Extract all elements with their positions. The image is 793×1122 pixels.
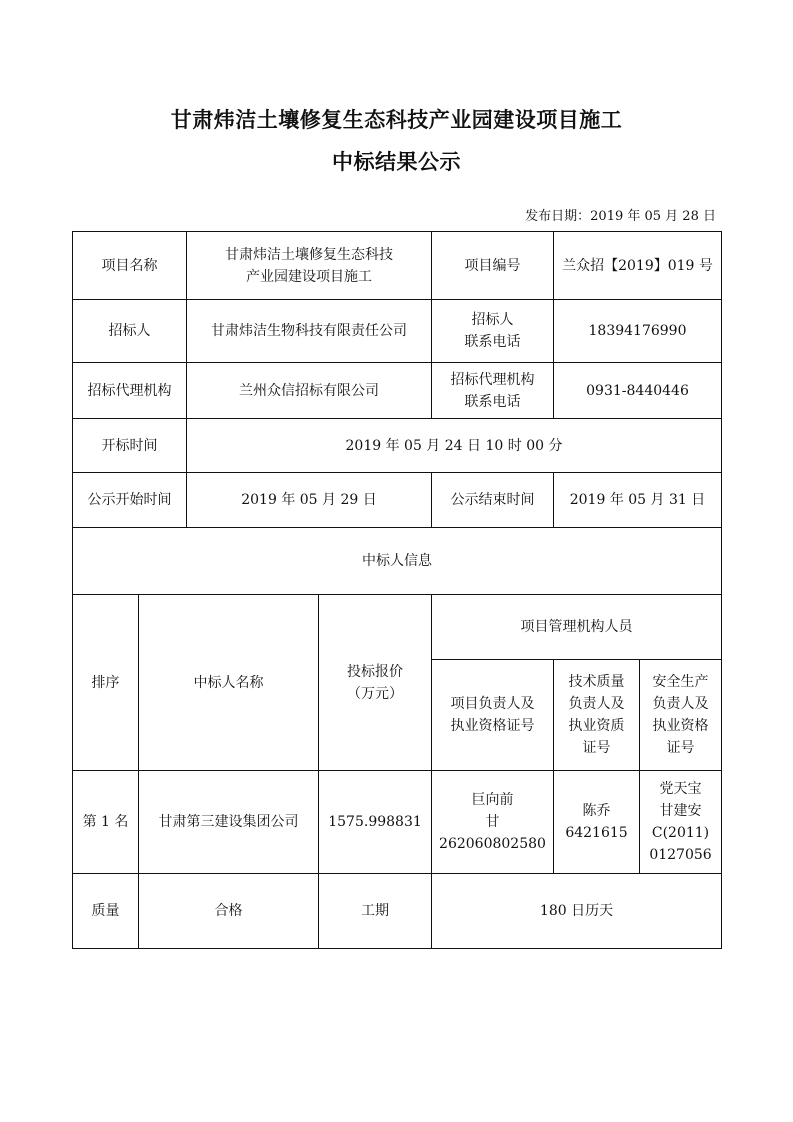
winner-price: 1575.998831 <box>319 771 432 874</box>
agency-row <box>73 363 722 419</box>
col-price-header <box>319 595 432 771</box>
quality-value: 合格 <box>139 874 319 949</box>
winner-heading-row <box>73 528 722 595</box>
open-time-value: 2019 年 05 月 24 日 10 时 00 分 <box>187 419 722 473</box>
col-tech-header-line-2: 负责人及 <box>568 696 625 712</box>
col-pm-header-line-2: 执业资格证号 <box>450 718 535 734</box>
col-pm-header-line-1: 项目负责人及 <box>450 696 535 712</box>
winner-safe-line-1: 党天宝 <box>659 781 702 797</box>
winner-safe-line-4: 0127056 <box>649 847 712 863</box>
col-tech-header-line-4: 证号 <box>582 740 611 756</box>
winner-rank: 第 1 名 <box>73 771 139 874</box>
project-name-label: 项目名称 <box>73 232 187 300</box>
winner-safe-line-2: 甘建安 <box>659 803 702 819</box>
project-name-value <box>187 232 432 300</box>
document-title-line-2: 中标结果公示 <box>332 150 461 174</box>
agency-contact-label <box>432 363 554 419</box>
publish-date: 发布日期：2019 年 05 月 28 日 <box>525 209 716 224</box>
tenderer-contact-label <box>432 300 554 363</box>
tenderer-label: 招标人 <box>73 300 187 363</box>
project-name-line-2: 产业园建设项目施工 <box>246 268 372 285</box>
tenderer-contact-label-line-1: 招标人 <box>471 312 514 328</box>
col-price-header-line-1: 投标报价 <box>347 663 403 680</box>
project-no-value: 兰众招【2019】019 号 <box>554 232 722 300</box>
winner-safe-line-3: C(2011) <box>651 825 710 841</box>
quality-label: 质量 <box>73 874 139 949</box>
tenderer-contact-label-line-2: 联系电话 <box>464 334 521 350</box>
col-pm-header <box>432 660 554 771</box>
open-time-row <box>73 419 722 473</box>
notice-period-row <box>73 473 722 528</box>
winner-name: 甘肃第三建设集团公司 <box>139 771 319 874</box>
document-title-line-1: 甘肃炜洁土壤修复生态科技产业园建设项目施工 <box>170 108 623 132</box>
col-safe-header-line-2: 负责人及 <box>652 696 709 712</box>
col-tech-header <box>554 660 640 771</box>
notice-start-label: 公示开始时间 <box>73 473 187 528</box>
winner-safe <box>640 771 722 874</box>
winner-header-row-1 <box>73 595 722 660</box>
winner-row <box>73 771 722 874</box>
winner-tech-line-1: 陈乔 <box>582 803 611 819</box>
col-mgmt-header: 项目管理机构人员 <box>432 595 722 660</box>
agency-contact-label-line-1: 招标代理机构 <box>450 371 535 388</box>
tenderer-phone: 18394176990 <box>554 300 722 363</box>
notice-end-value: 2019 年 05 月 31 日 <box>554 473 722 528</box>
col-safe-header-line-3: 执业资格 <box>652 718 709 734</box>
project-no-label: 项目编号 <box>432 232 554 300</box>
col-rank-header: 排序 <box>73 595 139 771</box>
winner-section-heading: 中标人信息 <box>73 528 722 595</box>
winner-pm-line-2: 甘262060802580 <box>439 814 546 852</box>
agency-phone: 0931-8440446 <box>554 363 722 419</box>
col-name-header: 中标人名称 <box>139 595 319 771</box>
winner-tech-line-2: 6421615 <box>565 825 628 841</box>
tenderer-row <box>73 300 722 363</box>
notice-end-label: 公示结束时间 <box>432 473 554 528</box>
winner-pm <box>432 771 554 874</box>
period-value: 180 日历天 <box>432 874 722 949</box>
tenderer-value: 甘肃炜洁生物科技有限责任公司 <box>187 300 432 363</box>
period-label: 工期 <box>319 874 432 949</box>
notice-start-value: 2019 年 05 月 29 日 <box>187 473 432 528</box>
project-name-line-1: 甘肃炜洁土壤修复生态科技 <box>225 246 393 263</box>
agency-label: 招标代理机构 <box>73 363 187 419</box>
winner-tech <box>554 771 640 874</box>
col-price-header-line-2: （万元） <box>347 685 403 702</box>
quality-period-row <box>73 874 722 949</box>
agency-contact-label-line-2: 联系电话 <box>464 393 521 410</box>
agency-value: 兰州众信招标有限公司 <box>187 363 432 419</box>
project-name-row <box>73 232 722 300</box>
col-tech-header-line-3: 执业资质 <box>568 718 625 734</box>
bid-result-table <box>72 231 722 949</box>
winner-pm-line-1: 巨向前 <box>471 792 514 808</box>
col-safe-header <box>640 660 722 771</box>
open-time-label: 开标时间 <box>73 419 187 473</box>
col-safe-header-line-4: 证号 <box>666 740 695 756</box>
col-tech-header-line-1: 技术质量 <box>568 674 625 690</box>
col-safe-header-line-1: 安全生产 <box>652 674 709 690</box>
